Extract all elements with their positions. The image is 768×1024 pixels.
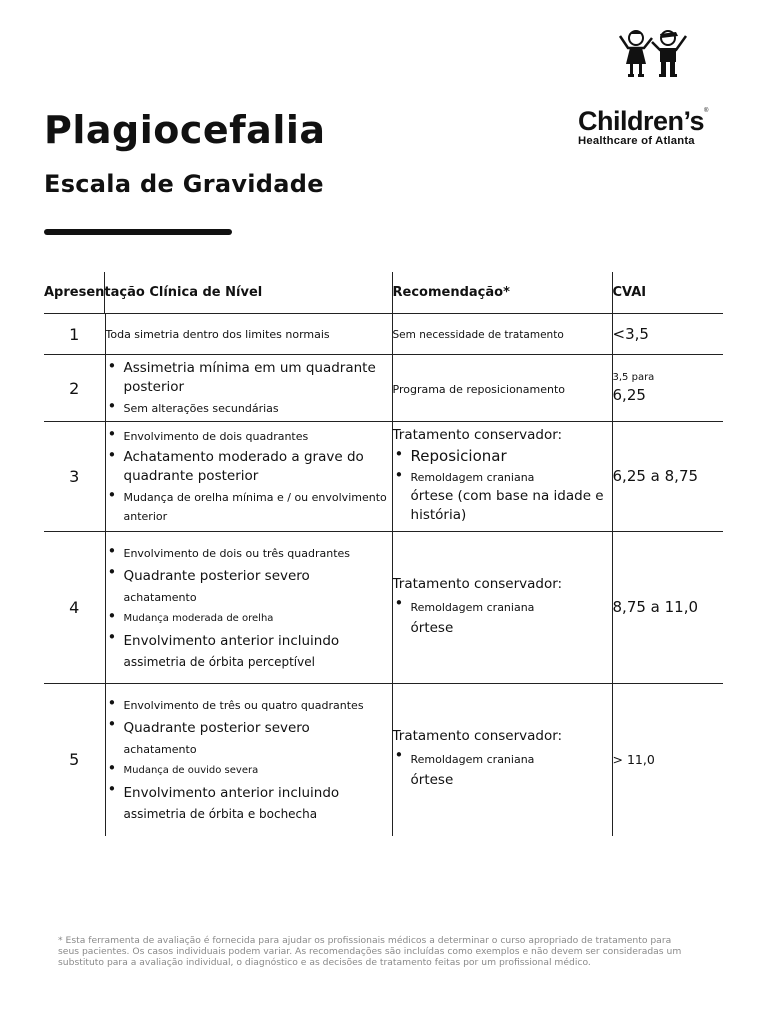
recommendation-item-text: Remoldagem craniana [410, 471, 535, 484]
presentation-item: • Mudança de ouvido severa [106, 761, 392, 780]
page-title: Plagiocefalia [44, 108, 326, 152]
table-row [44, 422, 723, 532]
title-underline [44, 229, 232, 235]
presentation-item [106, 717, 392, 759]
recommendation-title: Tratamento conservador: [392, 576, 563, 592]
header-cvai: CVAI [612, 272, 723, 314]
cvai-cell: > 11,0 [612, 684, 723, 836]
recommendation-title: Tratamento conservador: [392, 728, 563, 745]
recommendation-cell [392, 314, 612, 355]
table-row [44, 314, 723, 355]
header-recommendation: Recomendação* [392, 272, 612, 314]
footnote: * Esta ferramenta de avaliação é fornecida para ajudar os profissionais médicos a determinar o curso apropriado de tratamento para seus pacientes. Os casos individuais podem variar. As recomendações são incluídas como exemplos e não devem ser consideradas um substituto para a avaliação individual, o diagnóstico e as decisões de tratamento feitas por um profissional médico. [58, 935, 682, 968]
cvai-cell: 8,75 a 11,0 [612, 532, 723, 684]
cvai-value: 6,25 [612, 386, 646, 404]
logo-subline: Healthcare of Atlanta [578, 135, 695, 147]
recommendation-text: Programa de reposicionamento [392, 382, 566, 396]
recommendation-cell [392, 684, 612, 836]
recommendation-item [393, 748, 612, 790]
presentation-item: • Sem alterações secundárias [106, 399, 392, 418]
presentation-cell [105, 532, 392, 684]
level-cell: 5 [44, 684, 105, 836]
header-presentation: Apresentação Clínica de Nível [44, 285, 263, 300]
presentation-item-text: achatamento [123, 590, 197, 604]
recommendation-item-text: Remoldagem craniana [410, 753, 535, 767]
presentation-item: • Envolvimento de dois ou três quadrantes [106, 544, 392, 563]
presentation-item-text: assimetria de órbita e bochecha [123, 806, 318, 821]
page-subtitle: Escala de Gravidade [44, 170, 324, 198]
recommendation-title: Tratamento conservador: [392, 427, 563, 443]
table-row [44, 355, 723, 422]
recommendation-item [393, 596, 612, 638]
recommendation-cell [392, 422, 612, 532]
presentation-item: • Achatamento moderado a grave do quadrante posterior [106, 448, 392, 486]
level-cell: 1 [44, 314, 105, 355]
presentation-item: • Assimetria mínima em um quadrante posterior [106, 359, 392, 397]
presentation-cell [105, 422, 392, 532]
presentation-item-text: Envolvimento anterior incluindo [123, 784, 340, 801]
cvai-cell [612, 355, 723, 422]
children-figures-icon [616, 28, 690, 78]
level-cell: 3 [44, 422, 105, 532]
cvai-cell: 6,25 a 8,75 [612, 422, 723, 532]
logo-wordmark: Children’s® [578, 106, 708, 136]
presentation-item [106, 565, 392, 607]
presentation-item-text: achatamento [123, 742, 197, 756]
presentation-item-text: Envolvimento anterior incluindo [123, 632, 340, 649]
presentation-cell [105, 684, 392, 836]
table-row [44, 532, 723, 684]
cvai-cell: <3,5 [612, 314, 723, 355]
severity-table [44, 272, 723, 836]
presentation-item: • Mudança de orelha mínima e / ou envolvimento anterior [106, 488, 392, 526]
presentation-item: • Envolvimento de três ou quatro quadrantes [106, 696, 392, 715]
presentation-item-text: Quadrante posterior severo [123, 719, 310, 736]
presentation-item-text: Quadrante posterior severo [123, 567, 310, 584]
level-cell: 2 [44, 355, 105, 422]
recommendation-item-text: órtese [410, 620, 454, 636]
presentation-item: • Envolvimento de dois quadrantes [106, 427, 392, 446]
recommendation-text: Sem necessidade de tratamento [392, 329, 564, 341]
recommendation-item-text: órtese [410, 772, 454, 789]
presentation-cell [105, 355, 392, 422]
presentation-cell: Toda simetria dentro dos limites normais [105, 314, 392, 355]
cvai-range-label: 3,5 para [612, 372, 655, 383]
recommendation-item: • Reposicionar [393, 447, 612, 466]
presentation-item: • Mudança moderada de orelha [106, 609, 392, 628]
table-header-row [44, 272, 723, 314]
recommendation-item-text: Remoldagem craniana [410, 601, 535, 614]
presentation-item [106, 782, 392, 824]
recommendation-cell [392, 355, 612, 422]
recommendation-item-text: órtese (com base na idade e história) [410, 488, 604, 523]
recommendation-item [393, 468, 612, 525]
table-row [44, 684, 723, 836]
presentation-item-text: assimetria de órbita perceptível [123, 654, 315, 669]
level-cell: 4 [44, 532, 105, 684]
recommendation-cell [392, 532, 612, 684]
presentation-item [106, 630, 392, 672]
childrens-logo [576, 28, 736, 147]
